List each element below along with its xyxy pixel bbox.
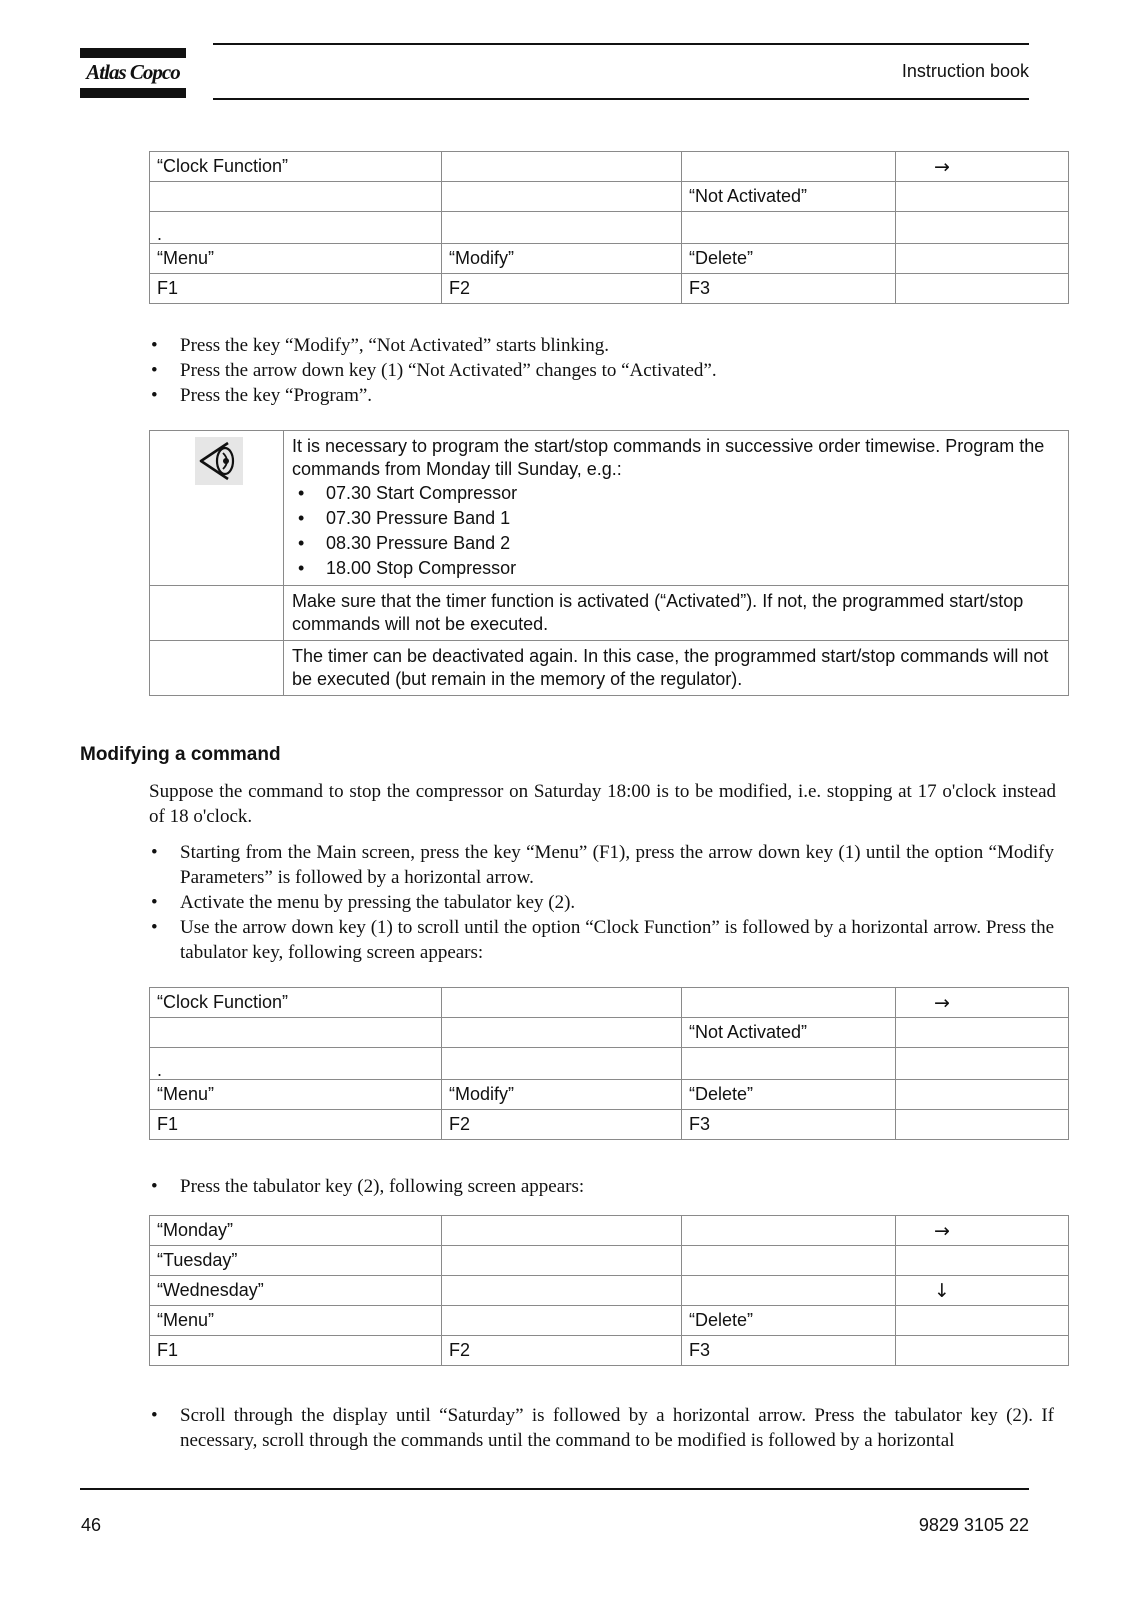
screen-cell: F3 [682,1336,896,1366]
screen-cell [896,1048,1069,1080]
screen-cell: “Modify” [442,1080,682,1110]
document-number: 9829 3105 22 [918,1515,1029,1535]
screen-cell [442,212,682,244]
list-item-text: Press the arrow down key (1) “Not Activated” changes to “Activated”. [180,360,717,381]
screen-cell: F2 [442,1110,682,1140]
list-item-text: Starting from the Main screen, press the key “Menu” (F1), press the arrow down key (1) until the option “Modify Parameters” is followed by a horizontal arrow. [180,842,1054,888]
screen-cell [896,1336,1069,1366]
screen-cell [896,212,1069,244]
screen-cell: “Tuesday” [150,1246,442,1276]
note-empty-cell [150,641,284,696]
header-rule-bottom [213,98,1029,100]
screen-cell [896,274,1069,304]
screen-cell [442,152,682,182]
screen-cell: “Clock Function” [150,988,442,1018]
list-item-text: Scroll through the display until “Saturday” is followed by a horizontal arrow. Press the tabulator key (2). If necessary, scroll through the commands until the command to be modified is followed by a horizontal [180,1405,1054,1451]
screen-row [150,152,1069,182]
atlas-copco-logo [80,46,186,98]
logo-bar-bottom [80,88,186,98]
screen-cell: “Clock Function” [150,152,442,182]
screen-cell [442,1216,682,1246]
screen-row [150,1306,1069,1336]
screen-cell: “Modify” [442,244,682,274]
screen-cell [682,152,896,182]
arrow-indicator-icon: ↓ [896,1276,1069,1306]
eye-caution-icon [195,437,243,485]
screen-cell [682,1276,896,1306]
list-item-text: Use the arrow down key (1) to scroll until the option “Clock Function” is followed by a horizontal arrow. Press the tabulator key, following screen appears: [180,917,1054,963]
screen-cell: F1 [150,274,442,304]
screen-row [150,1080,1069,1110]
screen-cell [896,1110,1069,1140]
screen-cell [442,988,682,1018]
screen-cell: “Monday” [150,1216,442,1246]
screen-cell: “Menu” [150,1080,442,1110]
screen-row [150,1110,1069,1140]
screen-cell [682,212,896,244]
note-row-3: The timer can be deactivated again. In this case, the programmed start/stop commands will not be executed (but remain in the memory of the regulator). [284,641,1069,696]
screen-cell [682,1216,896,1246]
controller-screen-3 [149,1215,1069,1366]
screen-cell: “Not Activated” [682,182,896,212]
header-rule-top [213,43,1029,45]
note-main-text [284,431,1069,586]
list-item-text: Press the tabulator key (2), following screen appears: [180,1176,585,1197]
list-item: • 18.00 Stop Compressor [298,558,517,578]
screen-cell [442,1306,682,1336]
screen-cell: F1 [150,1336,442,1366]
screen-cell: F3 [682,274,896,304]
screen-row [150,212,1069,244]
screen-cell: “Menu” [150,244,442,274]
screen-row [150,1336,1069,1366]
screen-cell: “Delete” [682,244,896,274]
arrow-indicator-icon: → [896,988,1069,1018]
screen-cell: F3 [682,1110,896,1140]
logo-text: Atlas Copco [86,60,180,84]
list-item: • 08.30 Pressure Band 2 [298,533,511,553]
note-row-2: Make sure that the timer function is activated (“Activated”). If not, the programmed start/stop commands will not be executed. [284,586,1069,641]
page-number: 46 [81,1515,102,1535]
list-item: • Starting from the Main screen, press the key “Menu” (F1), press the arrow down key (1) until the option “Modify Parameters” is followed by a horizontal arrow. [151,842,1054,888]
screen-cell: “Delete” [682,1306,896,1336]
screen-cell: “Wednesday” [150,1276,442,1306]
screen-row [150,988,1069,1018]
screen-row [150,1276,1069,1306]
note-example-list [292,481,1066,581]
list-item: • Scroll through the display until “Saturday” is followed by a horizontal arrow. Press the tabulator key (2). If necessary, scroll through the commands until the command to be modified is followed by a horizontal [151,1405,1054,1451]
list-item-text: Press the key “Program”. [180,385,373,406]
screen-cell: . [150,212,442,244]
screen-row [150,274,1069,304]
arrow-indicator-icon: → [896,152,1069,182]
footer-rule [80,1488,1029,1490]
screen-cell [150,182,442,212]
screen-cell [442,1018,682,1048]
list-item-text: Activate the menu by pressing the tabulator key (2). [180,892,576,913]
screen-cell: F1 [150,1110,442,1140]
screen-cell [682,1048,896,1080]
note-empty-cell [150,586,284,641]
screen-cell [896,182,1069,212]
screen-cell: “Delete” [682,1080,896,1110]
list-item: • Press the tabulator key (2), following screen appears: [151,1176,585,1197]
screen-cell [442,1246,682,1276]
screen-cell: F2 [442,274,682,304]
list-item: • Press the key “Modify”, “Not Activated” starts blinking. [151,335,609,356]
instruction-list-1 [149,333,1054,408]
list-item-text: Press the key “Modify”, “Not Activated” starts blinking. [180,335,609,356]
screen-row [150,244,1069,274]
screen-cell: . [150,1048,442,1080]
instruction-list-4 [149,1403,1054,1453]
screen-row [150,1048,1069,1080]
controller-screen-1 [149,151,1069,304]
note-table [149,430,1069,696]
screen-cell [682,1246,896,1276]
instruction-list-2 [149,840,1054,965]
screen-cell [442,1276,682,1306]
list-item: • Use the arrow down key (1) to scroll until the option “Clock Function” is followed by a horizontal arrow. Press the tabulator key, following screen appears: [151,917,1054,963]
screen-cell [150,1018,442,1048]
list-item: • 07.30 Start Compressor [298,483,518,503]
list-item-text: 07.30 Start Compressor [326,483,518,503]
screen-cell [682,988,896,1018]
screen-cell [896,1306,1069,1336]
screen-row [150,1216,1069,1246]
screen-cell [896,1018,1069,1048]
screen-cell [896,244,1069,274]
list-item: • Press the arrow down key (1) “Not Activated” changes to “Activated”. [151,360,717,381]
header-title: Instruction book [901,61,1029,81]
screen-row [150,182,1069,212]
list-item: • Activate the menu by pressing the tabulator key (2). [151,892,576,913]
list-item: • Press the key “Program”. [151,385,373,406]
list-item: • 07.30 Pressure Band 1 [298,508,511,528]
section-intro: Suppose the command to stop the compressor on Saturday 18:00 is to be modified, i.e. stopping at 17 o'clock instead of 18 o'clock. [149,781,1056,827]
screen-cell [896,1080,1069,1110]
note-intro: It is necessary to program the start/stop commands in successive order timewise. Program the commands from Monday till Sunday, e.g.: [292,436,1045,479]
list-item-text: 18.00 Stop Compressor [326,558,517,578]
screen-cell [442,182,682,212]
screen-row [150,1018,1069,1048]
controller-screen-2 [149,987,1069,1140]
note-icon-cell [150,431,284,586]
screen-cell [896,1246,1069,1276]
screen-row [150,1246,1069,1276]
screen-cell: F2 [442,1336,682,1366]
list-item-text: 07.30 Pressure Band 1 [326,508,511,528]
screen-cell: “Menu” [150,1306,442,1336]
arrow-indicator-icon: → [896,1216,1069,1246]
section-heading: Modifying a command [80,744,281,765]
screen-cell: “Not Activated” [682,1018,896,1048]
list-item-text: 08.30 Pressure Band 2 [326,533,511,553]
instruction-list-3 [149,1174,1054,1199]
screen-cell [442,1048,682,1080]
